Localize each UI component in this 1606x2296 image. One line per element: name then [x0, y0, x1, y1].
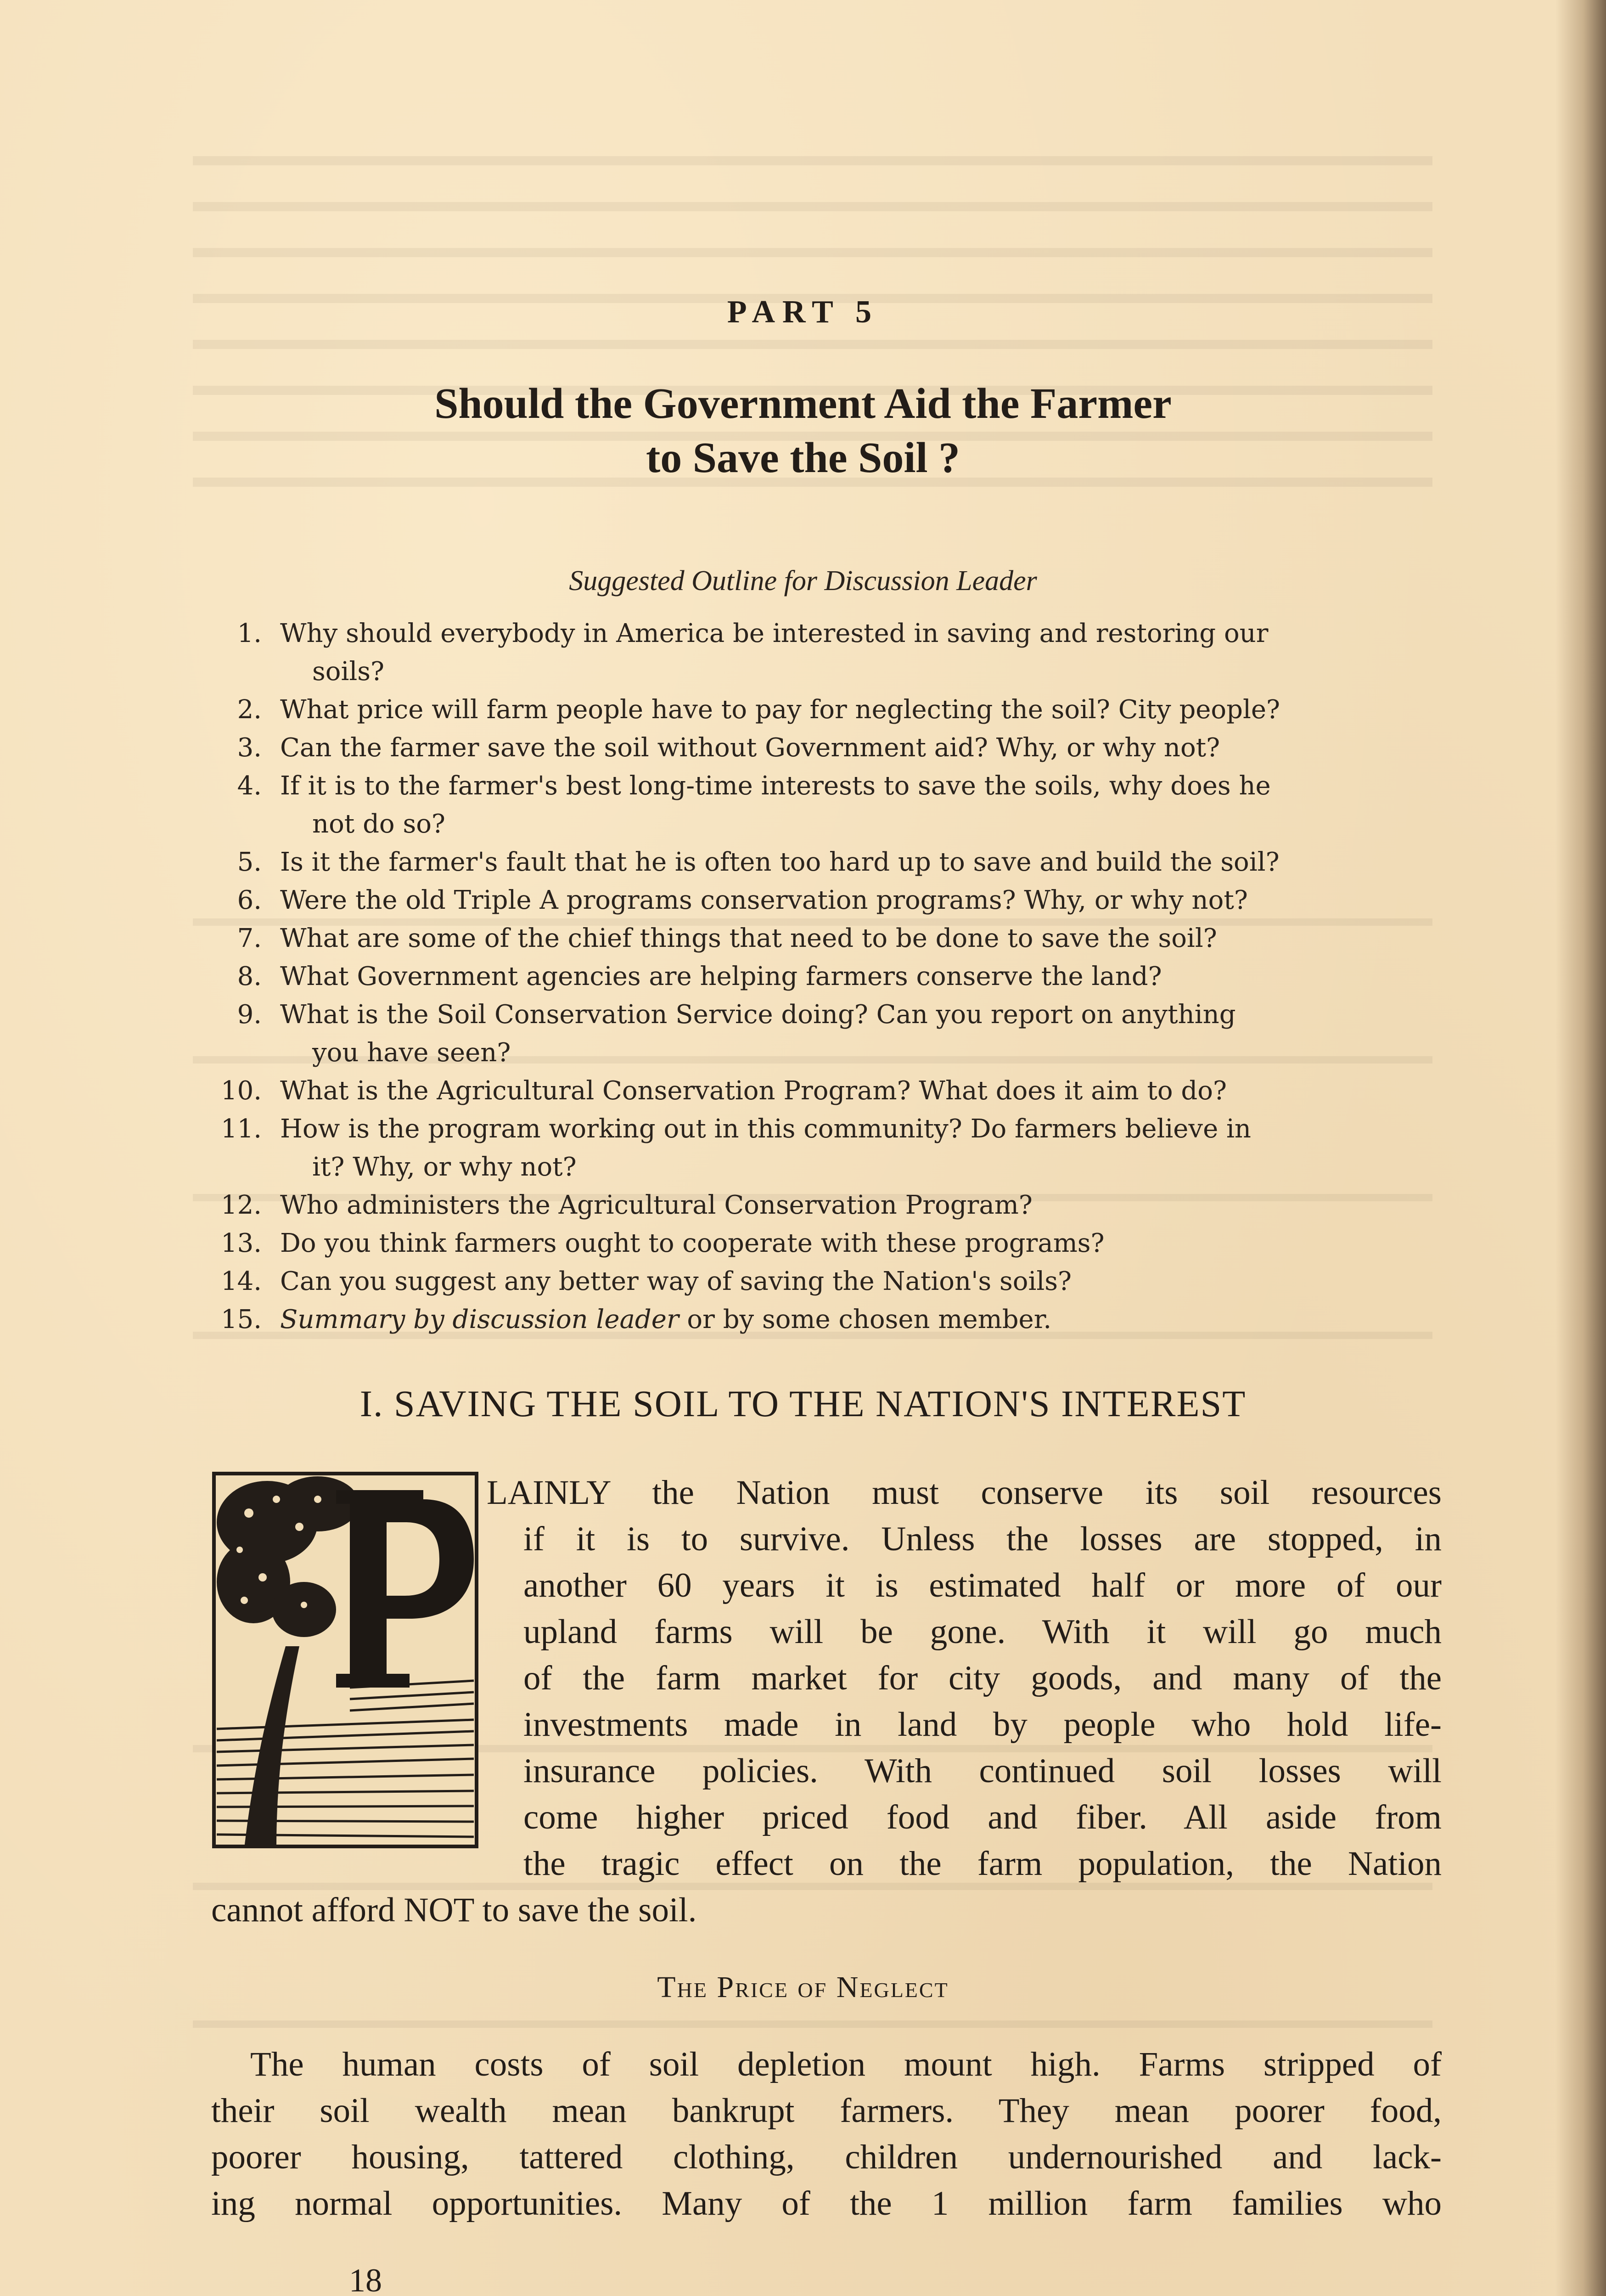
- question-number: 10.: [220, 1076, 262, 1106]
- question-text: What are some of the chief things that need to be done to save the soil?: [280, 923, 1217, 953]
- question-number: 1.: [237, 619, 262, 648]
- list-item: [211, 1224, 1451, 1262]
- question-text-continued: it? Why, or why not?: [312, 1152, 577, 1182]
- question-number: 8.: [237, 962, 262, 991]
- page-number: 18: [349, 2262, 382, 2296]
- question-text: What Government agencies are helping farmers conserve the land?: [280, 962, 1162, 991]
- question-text-continued: not do so?: [312, 809, 445, 839]
- question-text: What is the Agricultural Conservation Program? What does it aim to do?: [280, 1076, 1227, 1106]
- list-item: [211, 957, 1451, 996]
- list-item: [211, 1300, 1451, 1339]
- question-text-continued: soils?: [312, 657, 385, 687]
- paragraph-price-of-neglect: [211, 2041, 1442, 2227]
- question-text: What price will farm people have to pay for neglecting the soil? City people?: [280, 695, 1280, 725]
- paragraph-line: cannot afford NOT to save the soil.: [211, 1891, 697, 1929]
- paragraph-line: poorer housing, tattered clothing, children undernourished and lack-: [211, 2138, 1442, 2176]
- paragraph-line: if it is to survive. Unless the losses are stopped, in: [523, 1520, 1442, 1558]
- paragraph-line: insurance policies. With continued soil losses will: [523, 1752, 1442, 1790]
- question-number: 9.: [237, 1000, 262, 1030]
- question-number: 13.: [220, 1228, 262, 1258]
- question-number: 2.: [237, 695, 262, 725]
- page-title: [0, 377, 1606, 485]
- list-item: [211, 1262, 1451, 1300]
- list-item: [211, 691, 1451, 729]
- question-text: Is it the farmer's fault that he is often too hard up to save and build the soil?: [280, 847, 1280, 877]
- paragraph-line: LAINLY the Nation must conserve its soil resources: [487, 1474, 1442, 1512]
- question-text-continued: you have seen?: [312, 1038, 511, 1068]
- question-text: Can the farmer save the soil without Government aid? Why, or why not?: [280, 733, 1220, 763]
- list-item: [211, 1186, 1451, 1224]
- title-line-2: to Save the Soil ?: [646, 434, 960, 482]
- list-item: [211, 1110, 1451, 1186]
- list-item: [211, 843, 1451, 881]
- paragraph-line: ing normal opportunities. Many of the 1 million farm families who: [211, 2184, 1442, 2223]
- discussion-question-list: [211, 614, 1451, 1339]
- question-italic-text: Summary by discussion leader: [280, 1305, 679, 1334]
- question-number: 3.: [237, 733, 262, 763]
- list-item: [211, 614, 1451, 691]
- list-item: [211, 881, 1451, 919]
- paragraph-line: the tragic effect on the farm population, the Nation: [523, 1845, 1442, 1883]
- question-number: 11.: [220, 1114, 262, 1144]
- list-item: [211, 767, 1451, 843]
- question-text: Do you think farmers ought to cooperate with these programs?: [280, 1228, 1105, 1258]
- question-text: Who administers the Agricultural Conservation Program?: [280, 1190, 1033, 1220]
- question-text: If it is to the farmer's best long-time interests to save the soils, why does he: [280, 771, 1271, 801]
- question-text-rest: or by some chosen member.: [679, 1305, 1052, 1334]
- part-label: PART 5: [727, 294, 879, 330]
- list-item: [211, 919, 1451, 957]
- paragraph-line: investments made in land by people who hold life-: [523, 1705, 1442, 1744]
- paragraph-intro: [211, 1469, 1442, 1933]
- question-text: How is the program working out in this community? Do farmers believe in: [280, 1114, 1251, 1144]
- list-item: [211, 996, 1451, 1072]
- paragraph-line: upland farms will be gone. With it will go much: [523, 1613, 1442, 1651]
- question-text: Can you suggest any better way of saving the Nation's soils?: [280, 1266, 1072, 1296]
- question-text: [280, 1300, 1451, 1339]
- question-text: Why should everybody in America be interested in saving and restoring our: [280, 619, 1269, 648]
- question-number: 4.: [237, 771, 262, 801]
- question-text: What is the Soil Conservation Service doing? Can you report on anything: [280, 1000, 1236, 1030]
- question-number: 6.: [237, 885, 262, 915]
- title-line-1: Should the Government Aid the Farmer: [434, 380, 1172, 428]
- question-number: 15.: [220, 1305, 262, 1334]
- list-item: [211, 1072, 1451, 1110]
- outline-heading: Suggested Outline for Discussion Leader: [569, 565, 1037, 597]
- paragraph-line: their soil wealth mean bankrupt farmers. They mean poorer food,: [211, 2092, 1442, 2130]
- question-text: Were the old Triple A programs conservation programs? Why, or why not?: [280, 885, 1248, 915]
- list-item: [211, 729, 1451, 767]
- section-heading: I. SAVING THE SOIL TO THE NATION'S INTEREST: [359, 1383, 1247, 1424]
- question-number: 12.: [220, 1190, 262, 1220]
- paragraph-line: another 60 years it is estimated half or more of our: [523, 1566, 1442, 1604]
- paragraph-line: of the farm market for city goods, and many of the: [523, 1659, 1442, 1697]
- paragraph-line: come higher priced food and fiber. All aside from: [523, 1798, 1442, 1836]
- question-number: 5.: [237, 847, 262, 877]
- subheading: The Price of Neglect: [657, 1970, 949, 2004]
- paragraph-line: The human costs of soil depletion mount high. Farms stripped of: [250, 2045, 1442, 2083]
- question-number: 7.: [237, 923, 262, 953]
- question-number: 14.: [220, 1266, 262, 1296]
